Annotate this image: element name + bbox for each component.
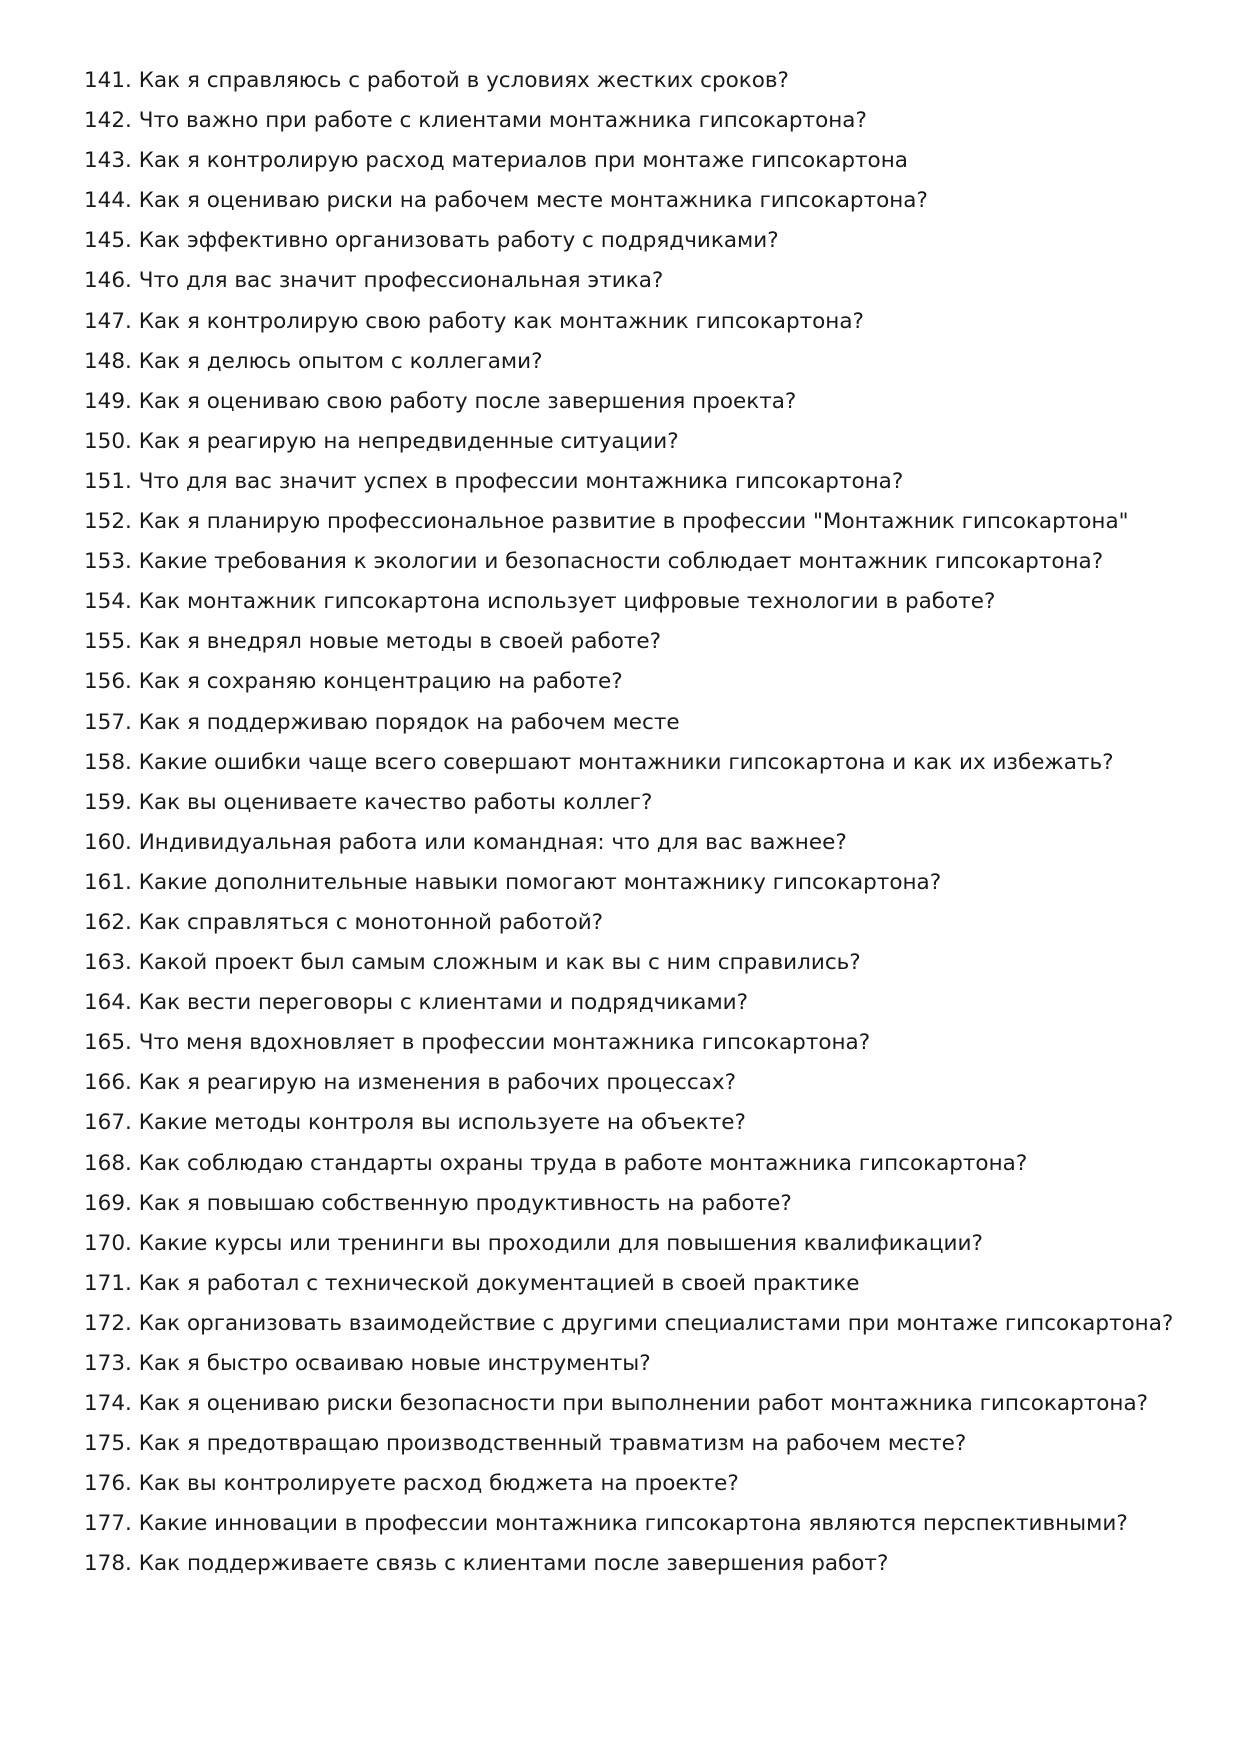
question-item: 161. Какие дополнительные навыки помогают монтажнику гипсокартона?: [84, 869, 942, 895]
question-item: 174. Как я оцениваю риски безопасности при выполнении работ монтажника гипсокартона?: [84, 1391, 1149, 1417]
question-item: 164. Как вести переговоры с клиентами и подрядчиками?: [84, 990, 749, 1016]
question-item: 176. Как вы контролируете расход бюджета на проекте?: [84, 1471, 739, 1497]
question-item: 155. Как я внедрял новые методы в своей работе?: [84, 629, 662, 655]
question-item: 172. Как организовать взаимодействие с другими специалистами при монтаже гипсокартона?: [84, 1310, 1174, 1336]
question-item: 157. Как я поддерживаю порядок на рабочем месте: [84, 709, 680, 735]
question-item: 165. Что меня вдохновляет в профессии монтажника гипсокартона?: [84, 1030, 871, 1056]
question-item: 149. Как я оцениваю свою работу после завершения проекта?: [84, 388, 797, 414]
question-item: 142. Что важно при работе с клиентами монтажника гипсокартона?: [84, 108, 867, 134]
question-item: 147. Как я контролирую свою работу как монтажник гипсокартона?: [84, 308, 864, 334]
question-item: 154. Как монтажник гипсокартона использует цифровые технологии в работе?: [84, 589, 996, 615]
question-item: 166. Как я реагирую на изменения в рабочих процессах?: [84, 1070, 737, 1096]
question-item: 167. Какие методы контроля вы используете на объекте?: [84, 1110, 746, 1136]
question-item: 173. Как я быстро осваиваю новые инструменты?: [84, 1351, 651, 1376]
question-item: 156. Как я сохраняю концентрацию на работе?: [84, 669, 623, 695]
question-item: 158. Какие ошибки чаще всего совершают монтажники гипсокартона и как их избежать?: [84, 749, 1114, 775]
question-item: 148. Как я делюсь опытом с коллегами?: [84, 348, 543, 374]
question-item: 171. Как я работал с технической документацией в своей практике: [84, 1270, 860, 1296]
question-item: 163. Какой проект был самым сложным и как вы с ним справились?: [84, 950, 861, 976]
question-item: 153. Какие требования к экологии и безопасности соблюдает монтажник гипсокартона?: [84, 549, 1104, 575]
question-item: 177. Какие инновации в профессии монтажника гипсокартона являются перспективными?: [84, 1511, 1128, 1537]
question-item: 170. Какие курсы или тренинги вы проходили для повышения квалификации?: [84, 1230, 983, 1256]
question-item: 151. Что для вас значит успех в профессии монтажника гипсокартона?: [84, 468, 904, 494]
question-item: 152. Как я планирую профессиональное развитие в профессии "Монтажник гипсокартона": [84, 509, 1129, 535]
question-item: 150. Как я реагирую на непредвиденные ситуации?: [84, 428, 679, 454]
question-item: 175. Как я предотвращаю производственный травматизм на рабочем месте?: [84, 1431, 967, 1457]
question-item: 146. Что для вас значит профессиональная этика?: [84, 268, 664, 294]
question-item: 178. Как поддерживаете связь с клиентами после завершения работ?: [84, 1551, 889, 1577]
question-item: 160. Индивидуальная работа или командная: что для вас важнее?: [84, 829, 847, 855]
question-item: 168. Как соблюдаю стандарты охраны труда в работе монтажника гипсокартона?: [84, 1150, 1028, 1176]
question-item: 141. Как я справляюсь с работой в условиях жестких сроков?: [84, 68, 789, 93]
question-item: 145. Как эффективно организовать работу с подрядчиками?: [84, 228, 779, 254]
question-item: 162. Как справляться с монотонной работой?: [84, 909, 604, 935]
question-list: [84, 61, 1179, 1585]
question-item: 144. Как я оцениваю риски на рабочем месте монтажника гипсокартона?: [84, 188, 928, 214]
question-item: 169. Как я повышаю собственную продуктивность на работе?: [84, 1190, 792, 1216]
question-item: 143. Как я контролирую расход материалов при монтаже гипсокартона: [84, 148, 908, 174]
question-item: 159. Как вы оцениваете качество работы коллег?: [84, 789, 653, 815]
